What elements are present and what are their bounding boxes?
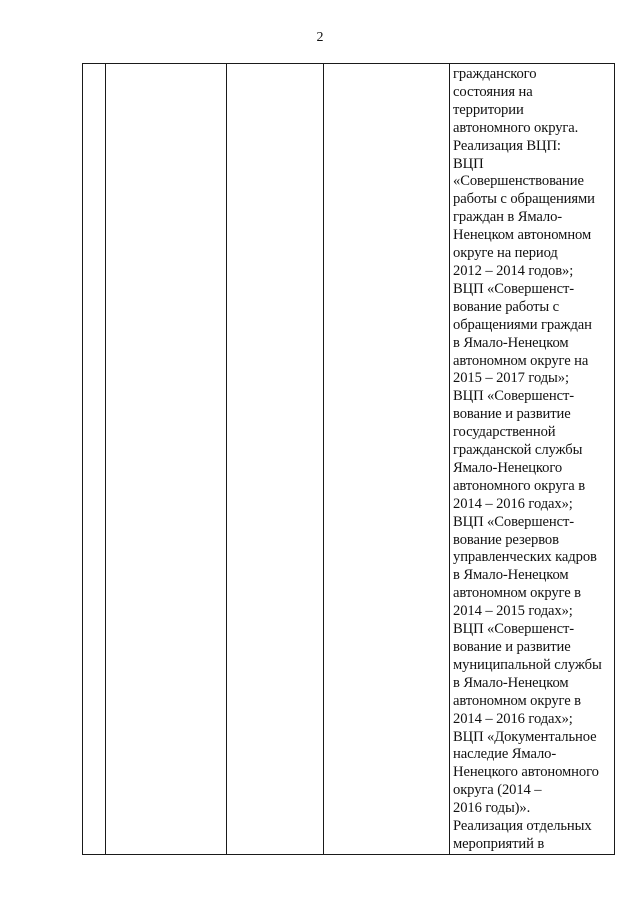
table-cell-col1 — [83, 64, 106, 855]
cell-text-col2 — [106, 64, 226, 66]
cell-text-col5: гражданского состояния на территории автономного округа. Реализация ВЦП: ВЦП «Совершенствование работы с обращениями граждан в Ямало- Ненецком автономном округе на период 2012 – 2014 годов»; ВЦП «Совершенст- вование работы с обращениями граждан в Ямало-Ненецком автономном округе на 2015 – 2017 годы»; ВЦП «Совершенст- вование и развитие государственной гражданской службы Ямало-Ненецкого автономного округа в 2014 – 2016 годах»; ВЦП «Совершенст- вование резервов управленческих кадров в Ямало-Ненецком автономном округе в 2014 – 2015 годах»; ВЦП «Совершенст- вование и развитие муниципальной службы в Ямало-Ненецком автономном округе в 2014 – 2016 годах»; ВЦП «Документальное наследие Ямало- Ненецкого автономного округа (2014 – 2016 годы)». Реализация отдельных мероприятий в — [453, 66, 602, 852]
cell-text-col3 — [227, 64, 323, 66]
cell-text-col1 — [83, 64, 105, 66]
table-cell-col5 — [450, 64, 615, 855]
document-table — [82, 63, 615, 855]
table-row — [83, 64, 615, 855]
page-number: 2 — [316, 30, 324, 45]
table-cell-col2 — [106, 64, 227, 855]
table-cell-col4 — [324, 64, 450, 855]
cell-text-col4 — [324, 64, 449, 66]
table-cell-col3 — [227, 64, 324, 855]
